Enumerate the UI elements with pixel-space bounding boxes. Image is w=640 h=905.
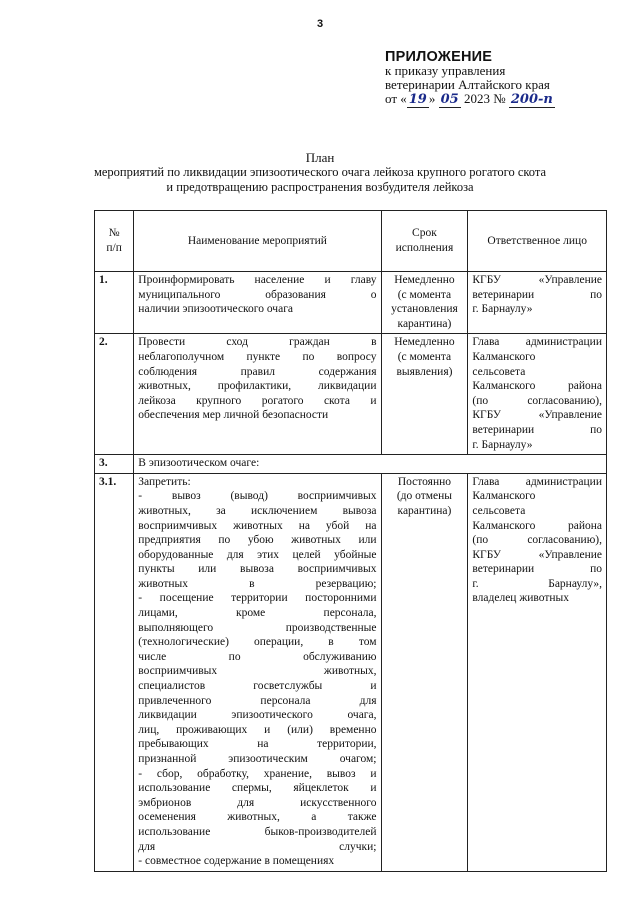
measure-name-line: лиц, проживающих и (или) временно — [138, 723, 377, 736]
appendix-line-2: ветеринарии Алтайского края — [385, 77, 550, 92]
measure-name-line: Провести сход граждан в — [138, 336, 377, 349]
measure-responsible-line: КГБУ «Управление — [472, 548, 602, 561]
measure-responsible-line: КГБУ «Управление — [472, 409, 602, 422]
measure-name-line: ликвидации эпизоотического очага, — [138, 709, 377, 722]
measure-name-line: - посещение территории посторонними — [138, 592, 377, 605]
measure-name-line: обеспечения мер личной безопасности — [138, 409, 329, 422]
plan-subtitle-line-2: и предотвращению распространения возбудителя лейкоза — [166, 180, 474, 194]
measure-responsible-line: сельсовета — [472, 365, 526, 378]
measure-name-line: числе по обслуживанию — [138, 650, 377, 663]
measure-term-line: (с момента — [397, 350, 452, 363]
measure-name — [134, 473, 381, 871]
table-row — [95, 455, 607, 474]
date-day: 19 — [408, 92, 427, 107]
measure-name-line: лейкоза крупного рогатого скота и — [138, 394, 377, 407]
measure-name-line: наличии эпизоотического очага — [138, 303, 294, 316]
measure-name-line: для случки; — [138, 840, 377, 853]
measure-responsible-line: ветеринарии по — [472, 423, 602, 436]
plan-header — [0, 150, 640, 195]
measure-name-line: животных, профилактики, ликвидации — [138, 380, 377, 393]
plan-title: План — [305, 150, 335, 165]
order-number: 200-п — [510, 92, 553, 107]
header-term: Срок исполнения — [381, 211, 468, 272]
measure-responsible-line: Калманского района — [472, 519, 602, 532]
measure-name-line: специалистов госветслужбы и — [138, 680, 377, 693]
plan-subtitle-line-1: мероприятий по ликвидации эпизоотического очага лейкоза крупного рогатого скота — [93, 165, 547, 179]
measure-responsible — [468, 473, 607, 871]
measure-responsible-line: (по согласованию), — [472, 394, 602, 407]
date-mid: » — [428, 91, 436, 106]
measure-term — [381, 473, 468, 871]
table-row — [95, 272, 607, 334]
measure-responsible-line: владелец животных — [472, 592, 570, 605]
measure-name-line: животных, за исключением вывоза — [138, 504, 377, 517]
table-row — [95, 473, 607, 871]
date-prefix: от « — [385, 91, 407, 106]
measure-name-line: лицами, кроме персонала, — [138, 607, 377, 620]
measure-name — [134, 272, 381, 334]
table-body — [95, 272, 607, 872]
measure-name-line: привлеченного персонала для — [138, 694, 377, 707]
measure-term — [381, 272, 468, 334]
header-name: Наименование мероприятий — [134, 211, 381, 272]
measure-responsible-line: (по согласованию), — [472, 534, 602, 547]
date-month: 05 — [440, 92, 459, 107]
measure-term-line: карантина) — [397, 504, 452, 517]
measure-responsible-line: сельсовета — [472, 504, 526, 517]
measure-responsible-line: г. Барнаулу», — [472, 577, 602, 590]
measure-name — [134, 334, 381, 455]
measure-name-line: использование быков-производителей — [138, 825, 377, 838]
measure-responsible-line: ветеринарии по — [472, 288, 602, 301]
measure-name-line: неблагополучном пункте по вопросу — [138, 350, 377, 363]
appendix-date-line — [385, 92, 635, 107]
measure-responsible-line: ветеринарии по — [472, 563, 602, 576]
measure-responsible-line: Калманского — [472, 350, 536, 363]
measure-responsible-line: Глава администрации — [472, 336, 602, 349]
row-number: 3.1. — [95, 473, 134, 871]
measure-name-line: - совместное содержание в помещениях — [138, 855, 335, 868]
measure-term-line: (с момента — [397, 288, 452, 301]
measure-term-line: карантина) — [397, 317, 452, 330]
appendix-line-1: к приказу управления — [385, 63, 506, 78]
measure-responsible-line: г. Барнаулу» — [472, 303, 533, 316]
row-number: 3. — [95, 455, 134, 474]
measure-name-line: использование спермы, яйцеклеток и — [138, 782, 377, 795]
measure-name-line: восприимчивых животных на убой на — [138, 519, 377, 532]
measure-name-line: эмбрионов для искусственного — [138, 796, 377, 809]
section-heading: В эпизоотическом очаге: — [134, 455, 607, 474]
measure-name-line: признанной эпизоотическим очагом; — [138, 753, 377, 765]
measure-name-line: животных в резервацию; — [138, 577, 377, 590]
row-number: 1. — [95, 272, 134, 334]
measure-name-line: соблюдения правил содержания — [138, 365, 377, 378]
measure-name-line: Запретить: — [138, 475, 191, 488]
measure-name-line: пункты или вывоза восприимчивых — [138, 563, 377, 576]
measure-name-line: оборудованные для этих целей убойные — [138, 548, 377, 561]
measure-responsible-line: г. Барнаулу» — [472, 438, 533, 451]
measures-table — [94, 210, 607, 872]
measure-responsible — [468, 272, 607, 334]
measure-term-line: выявления) — [396, 365, 453, 378]
measure-term-line: Немедленно — [394, 274, 455, 286]
measure-name-line: предприятия по убою животных или — [138, 534, 377, 547]
measure-responsible-line: Глава администрации — [472, 475, 602, 488]
appendix-title: ПРИЛОЖЕНИЕ — [385, 49, 493, 65]
measure-name-line: выполняющего производственные — [138, 621, 377, 634]
measure-name-line: муниципального образования о — [138, 288, 377, 301]
measure-name-line: пребывающих на территории, — [138, 738, 377, 751]
page-number: 3 — [316, 18, 324, 30]
measure-responsible-line: Калманского района — [472, 380, 602, 393]
measure-name-line: (технологические) операции, в том — [138, 636, 377, 649]
measure-name-line: осеменения животных, а также — [138, 811, 377, 824]
header-no: № п/п — [95, 211, 134, 272]
measure-term-line: Постоянно — [397, 475, 452, 488]
measure-name-line: Проинформировать население и главу — [138, 274, 377, 286]
appendix-block — [385, 50, 635, 107]
measure-responsible-line: Калманского — [472, 490, 536, 503]
measure-name-line: восприимчивых животных, — [138, 665, 377, 678]
measure-name-line: - вывоз (вывод) восприимчивых — [138, 490, 377, 503]
measure-responsible — [468, 334, 607, 455]
table-row — [95, 334, 607, 455]
table-header-row — [95, 211, 607, 272]
header-responsible: Ответственное лицо — [468, 211, 607, 272]
date-year: 2023 № — [463, 91, 506, 106]
measure-term-line: Немедленно — [394, 336, 455, 349]
measure-term-line: (до отмены — [396, 490, 453, 503]
measure-term-line: установления — [391, 303, 458, 316]
row-number: 2. — [95, 334, 134, 455]
measure-term — [381, 334, 468, 455]
measure-name-line: - сбор, обработку, хранение, вывоз и — [138, 767, 377, 780]
measure-responsible-line: КГБУ «Управление — [472, 274, 602, 286]
